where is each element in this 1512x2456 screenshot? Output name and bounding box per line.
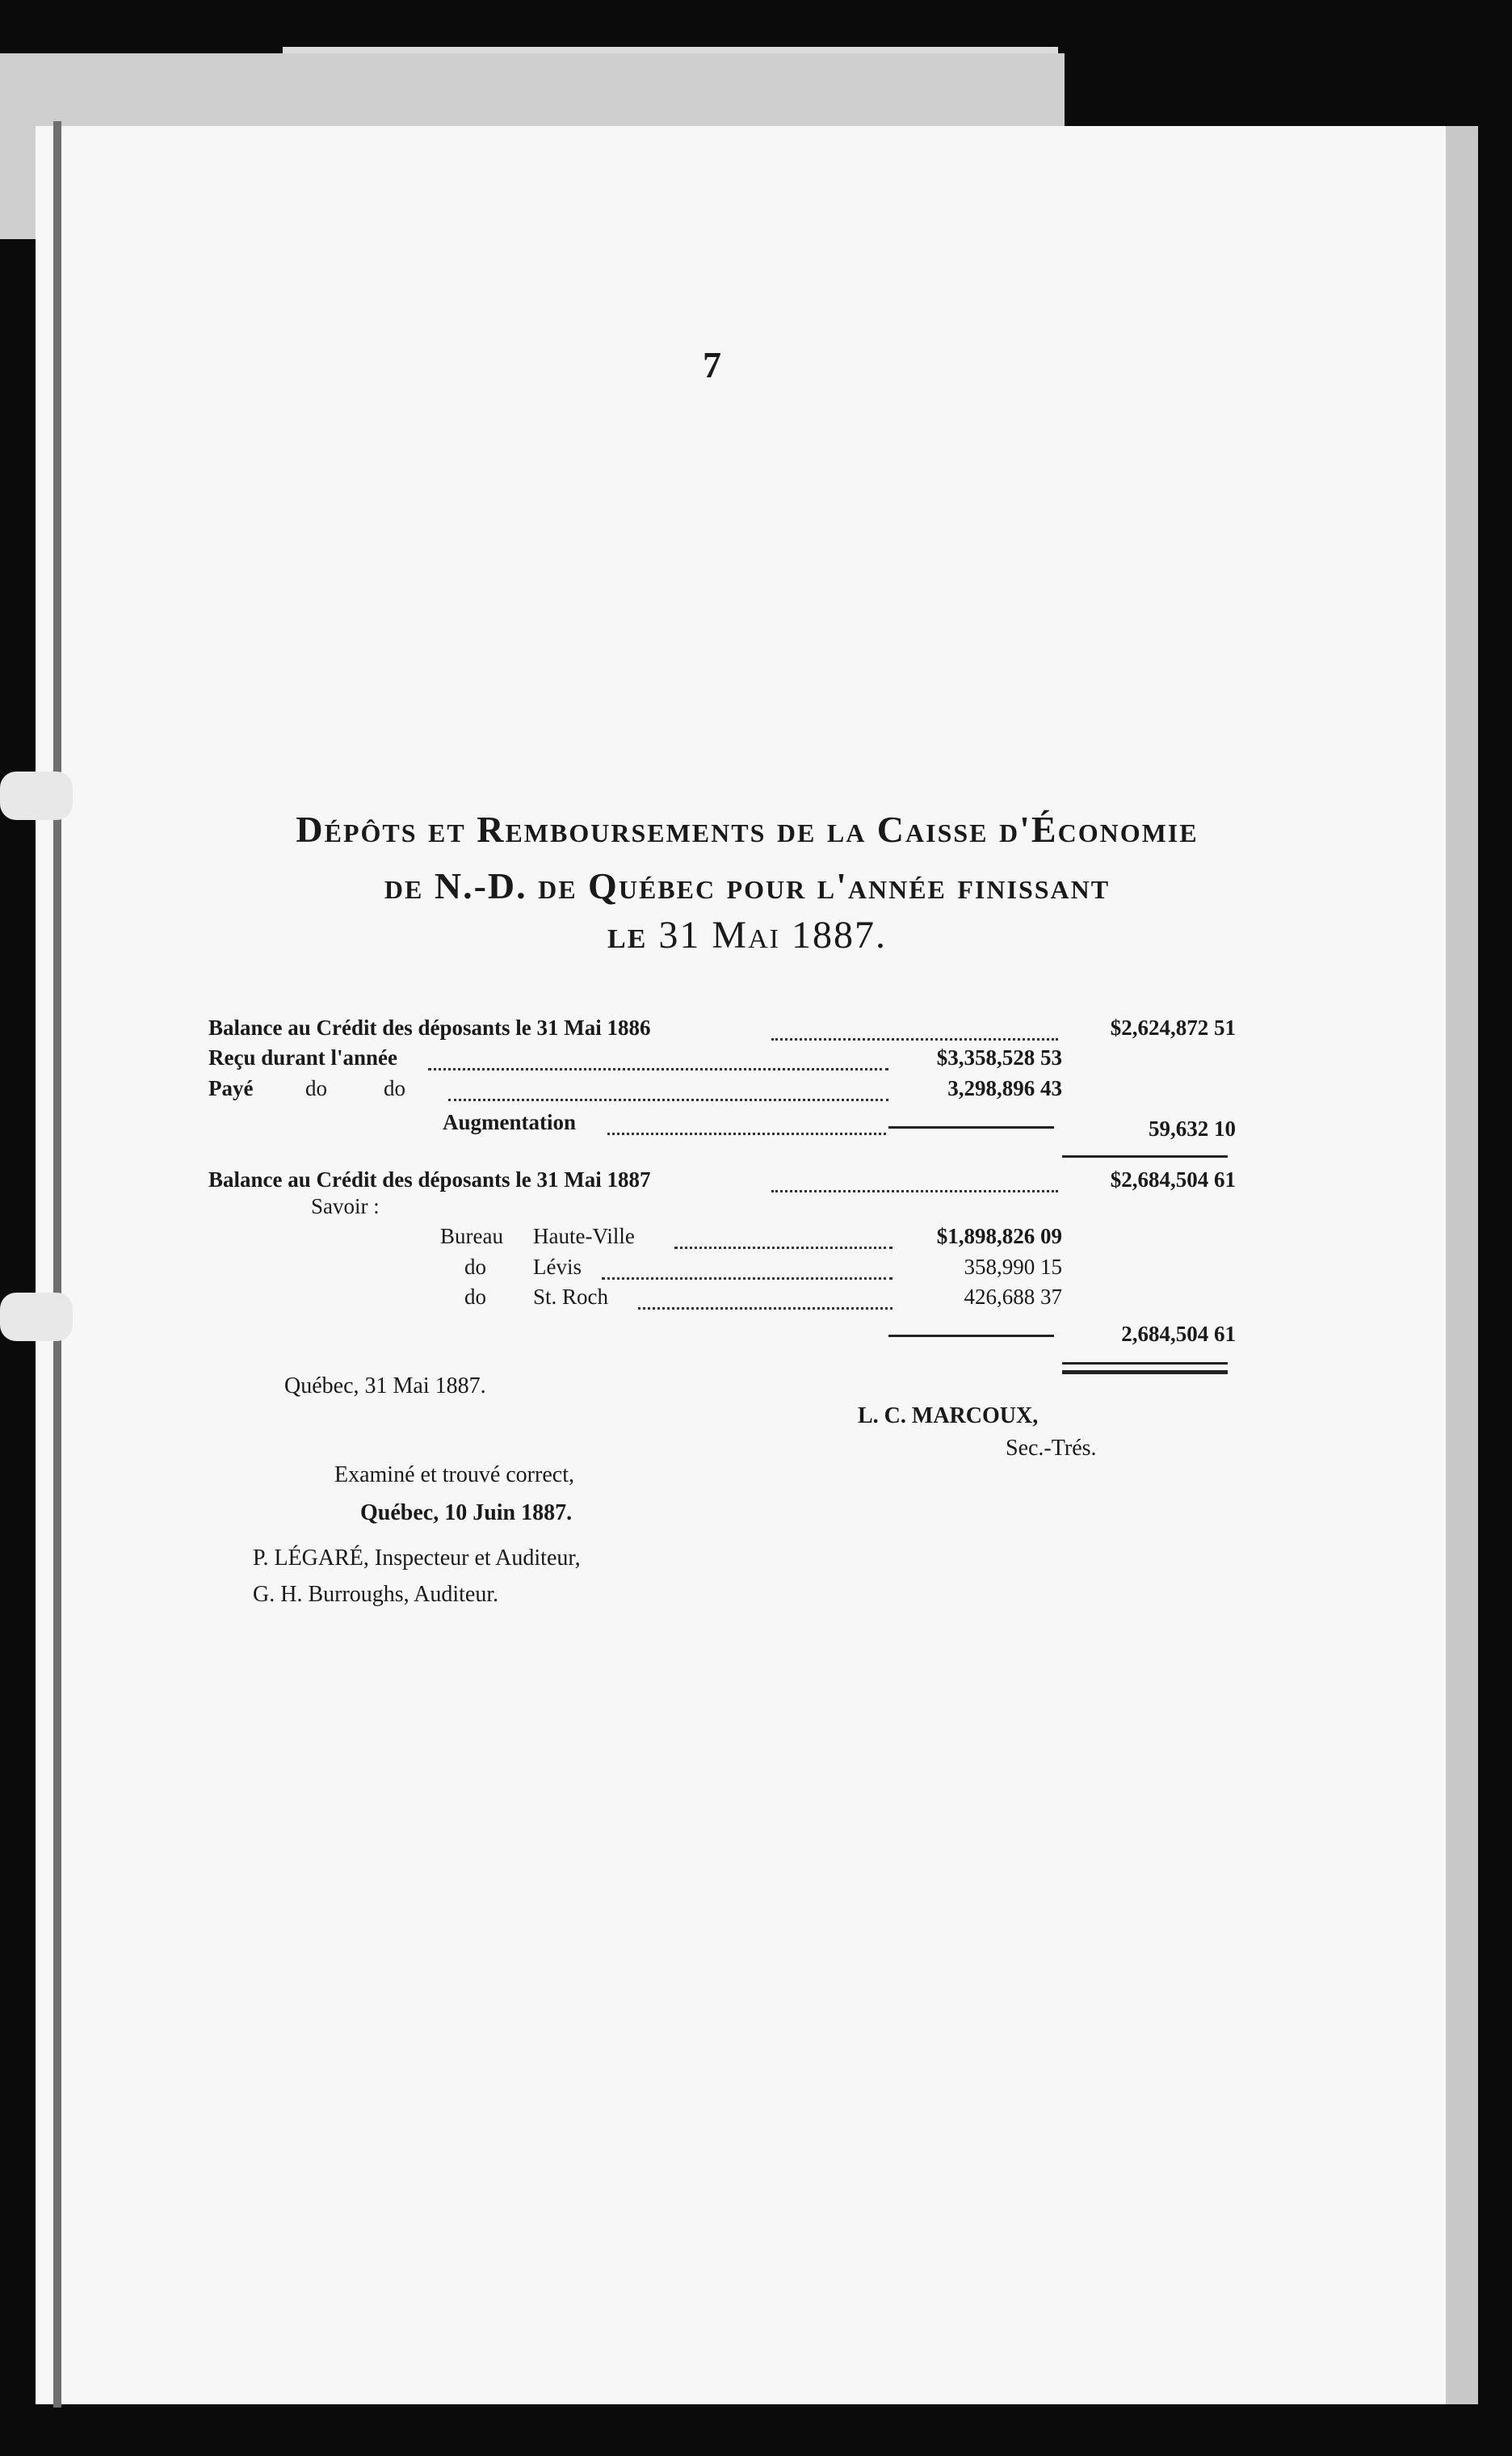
secretary-title: Sec.-Trés. [1006, 1436, 1097, 1461]
leader-dots [428, 1068, 888, 1070]
title-date: 31 Mai 1887. [658, 914, 887, 957]
total-rule [1062, 1155, 1228, 1158]
paye-label: Payé [208, 1076, 254, 1100]
document-page [36, 126, 1472, 2404]
paye-amount: 3,298,896 43 [947, 1076, 1062, 1100]
page-edge [1446, 126, 1478, 2404]
title-prefix: le [607, 914, 648, 957]
examined-date: Québec, 10 Juin 1887. [360, 1500, 573, 1525]
augmentation-label: Augmentation [443, 1110, 577, 1134]
binding-stitch-icon [0, 1293, 73, 1341]
branch-amount: $1,898,826 09 [936, 1224, 1062, 1248]
branch-name: Haute-Ville [533, 1224, 635, 1248]
subtotal-rule [888, 1335, 1054, 1337]
leader-dots [638, 1307, 892, 1310]
title-line-3 [186, 913, 1308, 957]
leader-dots [771, 1038, 1058, 1041]
leader-dots [674, 1247, 892, 1249]
branch-name: St. Roch [533, 1285, 609, 1309]
branch-prefix: do [464, 1285, 486, 1309]
page-number: 7 [703, 344, 721, 385]
secretary-name: L. C. MARCOUX, [858, 1403, 1039, 1428]
binding-stitch-icon [0, 772, 73, 820]
examined-note: Examiné et trouvé correct, [334, 1462, 574, 1487]
double-rule-bottom [1062, 1370, 1228, 1374]
branch-prefix: Bureau [440, 1224, 503, 1248]
leader-dots [602, 1277, 892, 1280]
place-date: Québec, 31 Mai 1887. [284, 1373, 486, 1398]
augmentation-amount: 59,632 10 [1149, 1117, 1236, 1141]
paye-do-2: do [384, 1076, 405, 1100]
binding-gutter [53, 121, 61, 2408]
branch-amount: 358,990 15 [964, 1255, 1062, 1279]
leader-dots [448, 1099, 888, 1101]
auditor-2: G. H. Burroughs, Auditeur. [253, 1582, 499, 1607]
auditor-1: P. LÉGARÉ, Inspecteur et Auditeur, [253, 1546, 581, 1571]
savoir-label: Savoir : [311, 1194, 380, 1218]
branch-amount: 426,688 37 [964, 1285, 1062, 1309]
balance-1886-label: Balance au Crédit des déposants le 31 Mai 1886 [208, 1016, 651, 1040]
balance-1886-amount: $2,624,872 51 [1110, 1016, 1236, 1040]
leader-dots [607, 1133, 886, 1135]
title-line-2: de N.-D. de Québec pour l'année finissant [384, 865, 1111, 906]
recu-amount: $3,358,528 53 [936, 1045, 1062, 1070]
total-amount: 2,684,504 61 [1121, 1322, 1236, 1346]
branch-name: Lévis [533, 1255, 582, 1279]
balance-1887-label: Balance au Crédit des déposants le 31 Mai 1887 [208, 1167, 651, 1192]
recu-label: Reçu durant l'année [208, 1045, 398, 1070]
double-rule-top [1062, 1362, 1228, 1365]
paye-do-1: do [305, 1076, 327, 1100]
branch-prefix: do [464, 1255, 486, 1279]
balance-1887-amount: $2,684,504 61 [1110, 1167, 1236, 1192]
title-line-1: Dépôts et Remboursements de la Caisse d'Économie [296, 809, 1199, 850]
subtotal-rule [888, 1126, 1054, 1129]
leader-dots [771, 1190, 1058, 1192]
